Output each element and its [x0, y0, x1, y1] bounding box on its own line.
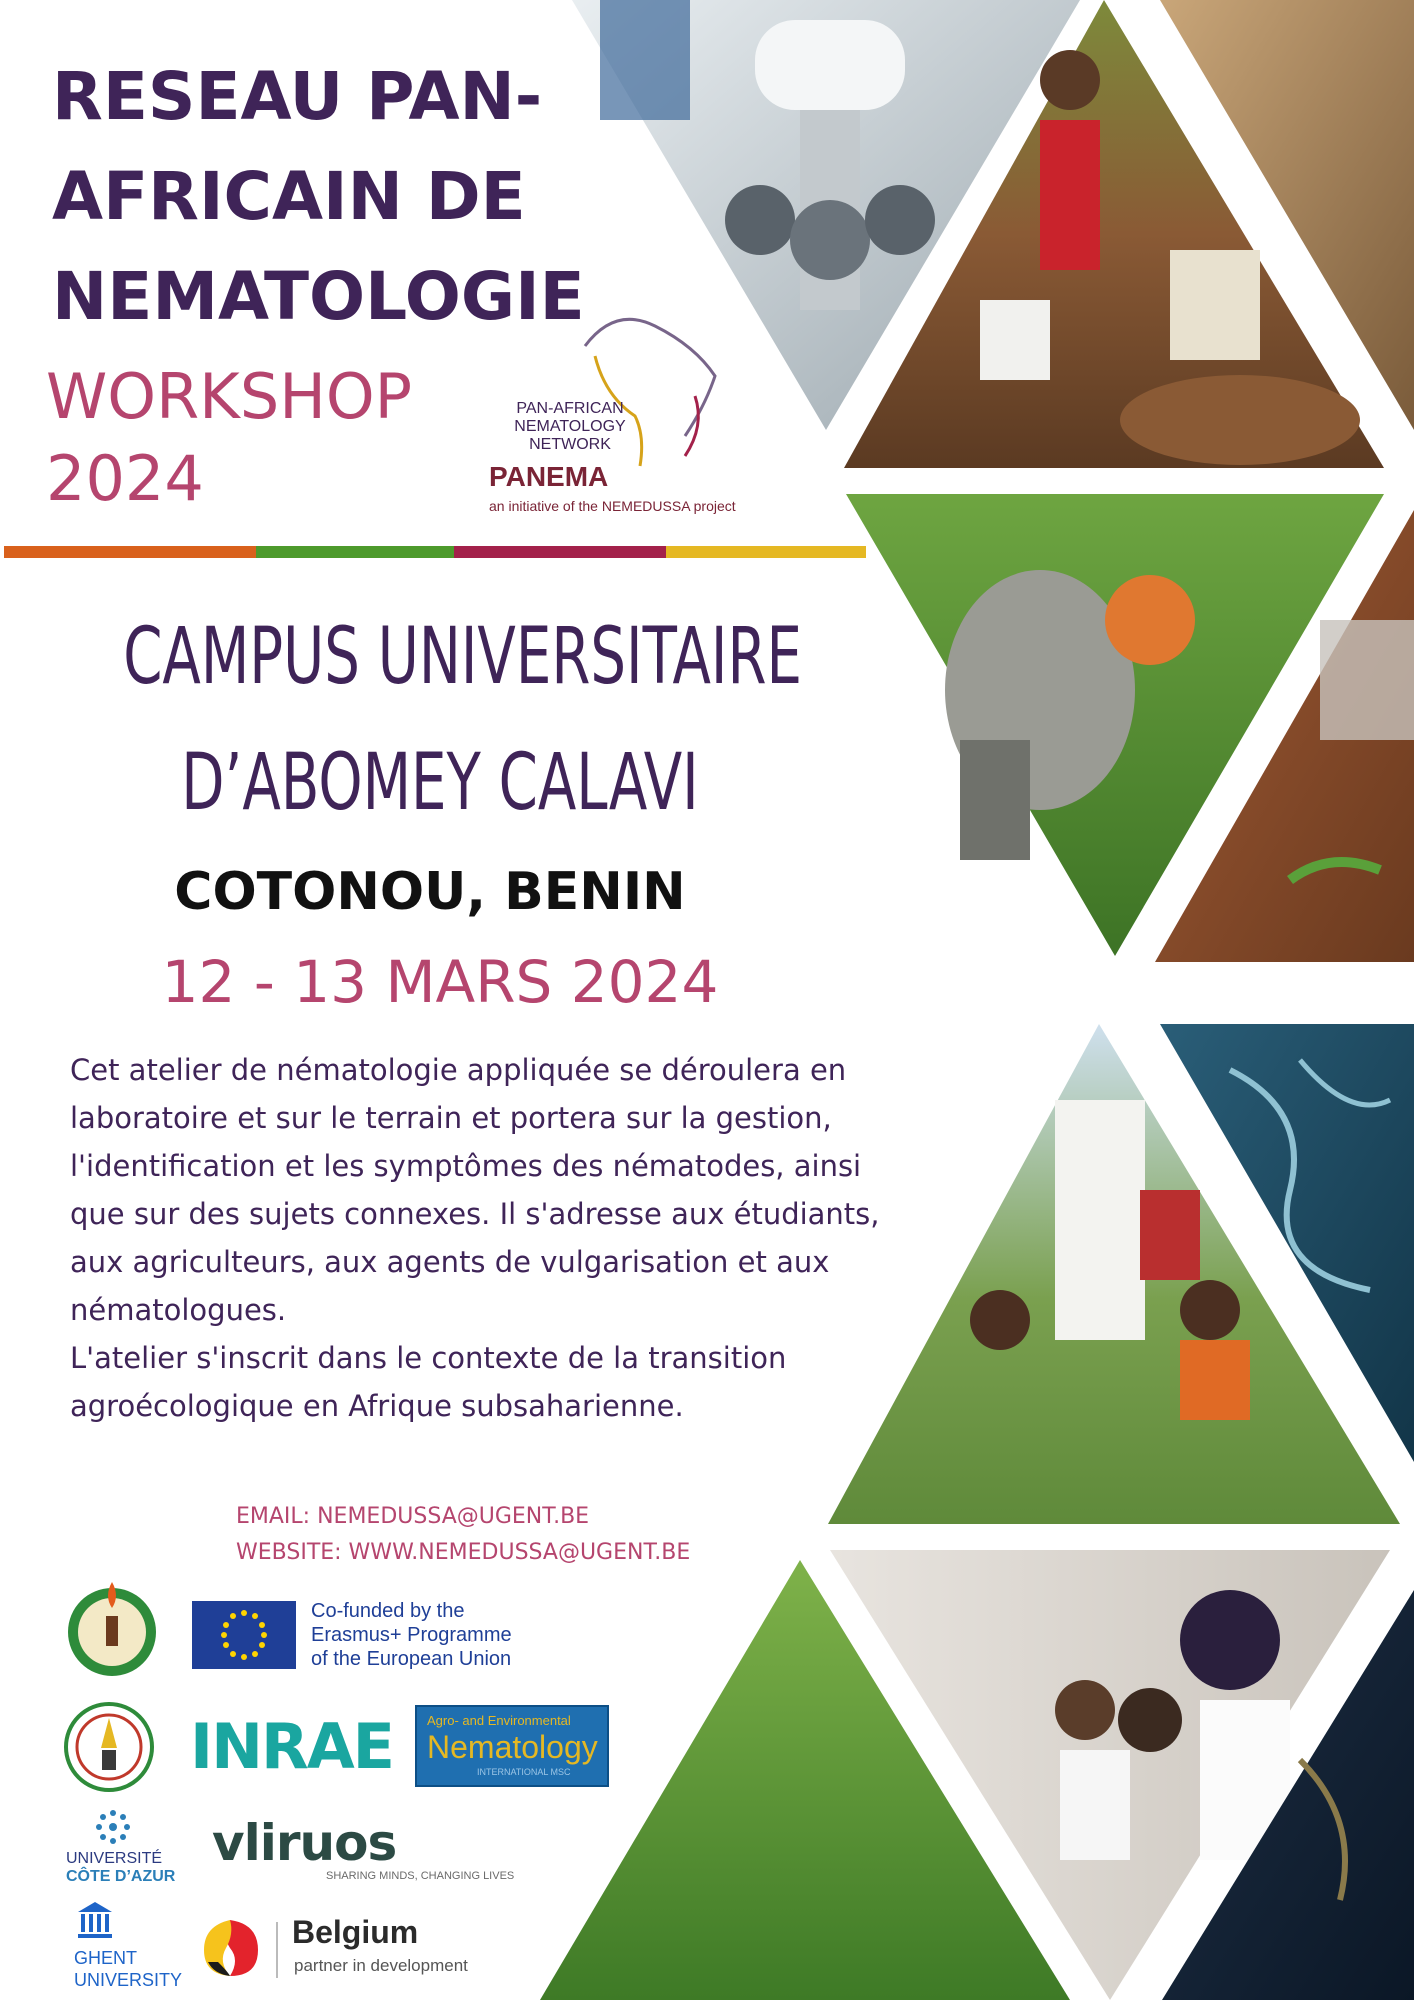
panema-line-1: PAN-AFRICAN [516, 400, 624, 417]
vliruos-tagline: SHARING MINDS, CHANGING LIVES [326, 1870, 515, 1882]
title-line-2: AFRICAIN DE [52, 158, 526, 235]
nematology-msc-logo [415, 1705, 609, 1787]
eu-flag-icon [192, 1601, 296, 1669]
cote-azur-dots-icon [92, 1806, 134, 1848]
venue-city: COTONOU, BENIN [174, 862, 686, 922]
eu-text-2: Erasmus+ Programme [311, 1624, 512, 1646]
eu-text-1: Co-funded by the [311, 1600, 465, 1622]
description-paragraph-1: Cet atelier de nématologie appliquée se déroulera en laboratoire et sur le terrain et portera sur la gestion, l'identification et les symptômes des nématodes, ainsi que sur des sujets connexes. Il s'adresse aux étudiants, aux agriculteurs, aux agents de vulgarisation et aux nématologues. [70, 1053, 880, 1327]
contact-email[interactable]: EMAIL: NEMEDUSSA@UGENT.BE [236, 1504, 590, 1529]
workshop-label: WORKSHOP [46, 360, 413, 433]
nematology-main: Nematology [427, 1729, 598, 1765]
stripe-green [256, 546, 454, 558]
nematology-top: Agro- and Environmental [427, 1713, 571, 1728]
event-dates: 12 - 13 MARS 2024 [161, 948, 719, 1016]
panema-line-2: NEMATOLOGY [514, 418, 626, 435]
stripe-yellow [666, 546, 866, 558]
universite-parakou-seal-icon [62, 1700, 156, 1794]
workshop-year: 2024 [46, 442, 204, 515]
vliruos-logo: vliruos [212, 1814, 397, 1872]
ghent-building-icon [76, 1900, 114, 1940]
belgium-divider [276, 1922, 278, 1978]
eu-text-3: of the European Union [311, 1648, 512, 1670]
panema-line-3: NETWORK [529, 436, 611, 453]
inrae-logo: INRAE [190, 1710, 394, 1783]
nematology-bottom: INTERNATIONAL MSC [477, 1767, 571, 1777]
title-line-3: NEMATOLOGIE [52, 258, 585, 335]
stripe-orange [4, 546, 256, 558]
panema-name: PANEMA [489, 461, 609, 492]
title-line-1: RESEAU PAN- [52, 58, 543, 135]
ghent-text-1: GHENT [74, 1948, 137, 1968]
abomey-calavi-seal-icon [64, 1576, 160, 1680]
panema-tagline: an initiative of the NEMEDUSSA project [489, 498, 736, 514]
stripe-red [454, 546, 666, 558]
cote-azur-text-1: UNIVERSITÉ [66, 1850, 163, 1867]
venue-line-2: D’ABOMEY CALAVI [181, 738, 699, 828]
description [70, 1046, 880, 1430]
cote-azur-text-2: CÔTE D’AZUR [66, 1868, 176, 1885]
contact-website[interactable]: WEBSITE: WWW.NEMEDUSSA@UGENT.BE [236, 1540, 691, 1565]
belgium-tagline: partner in development [294, 1956, 468, 1975]
belgium-logo-icon [200, 1916, 262, 1980]
venue-line-1: CAMPUS UNIVERSITAIRE [123, 612, 803, 702]
ghent-text-2: UNIVERSITY [74, 1970, 183, 1990]
belgium-text: Belgium [292, 1914, 419, 1950]
description-paragraph-2: L'atelier s'inscrit dans le contexte de la transition agroécologique en Afrique subsaharienne. [70, 1341, 787, 1423]
